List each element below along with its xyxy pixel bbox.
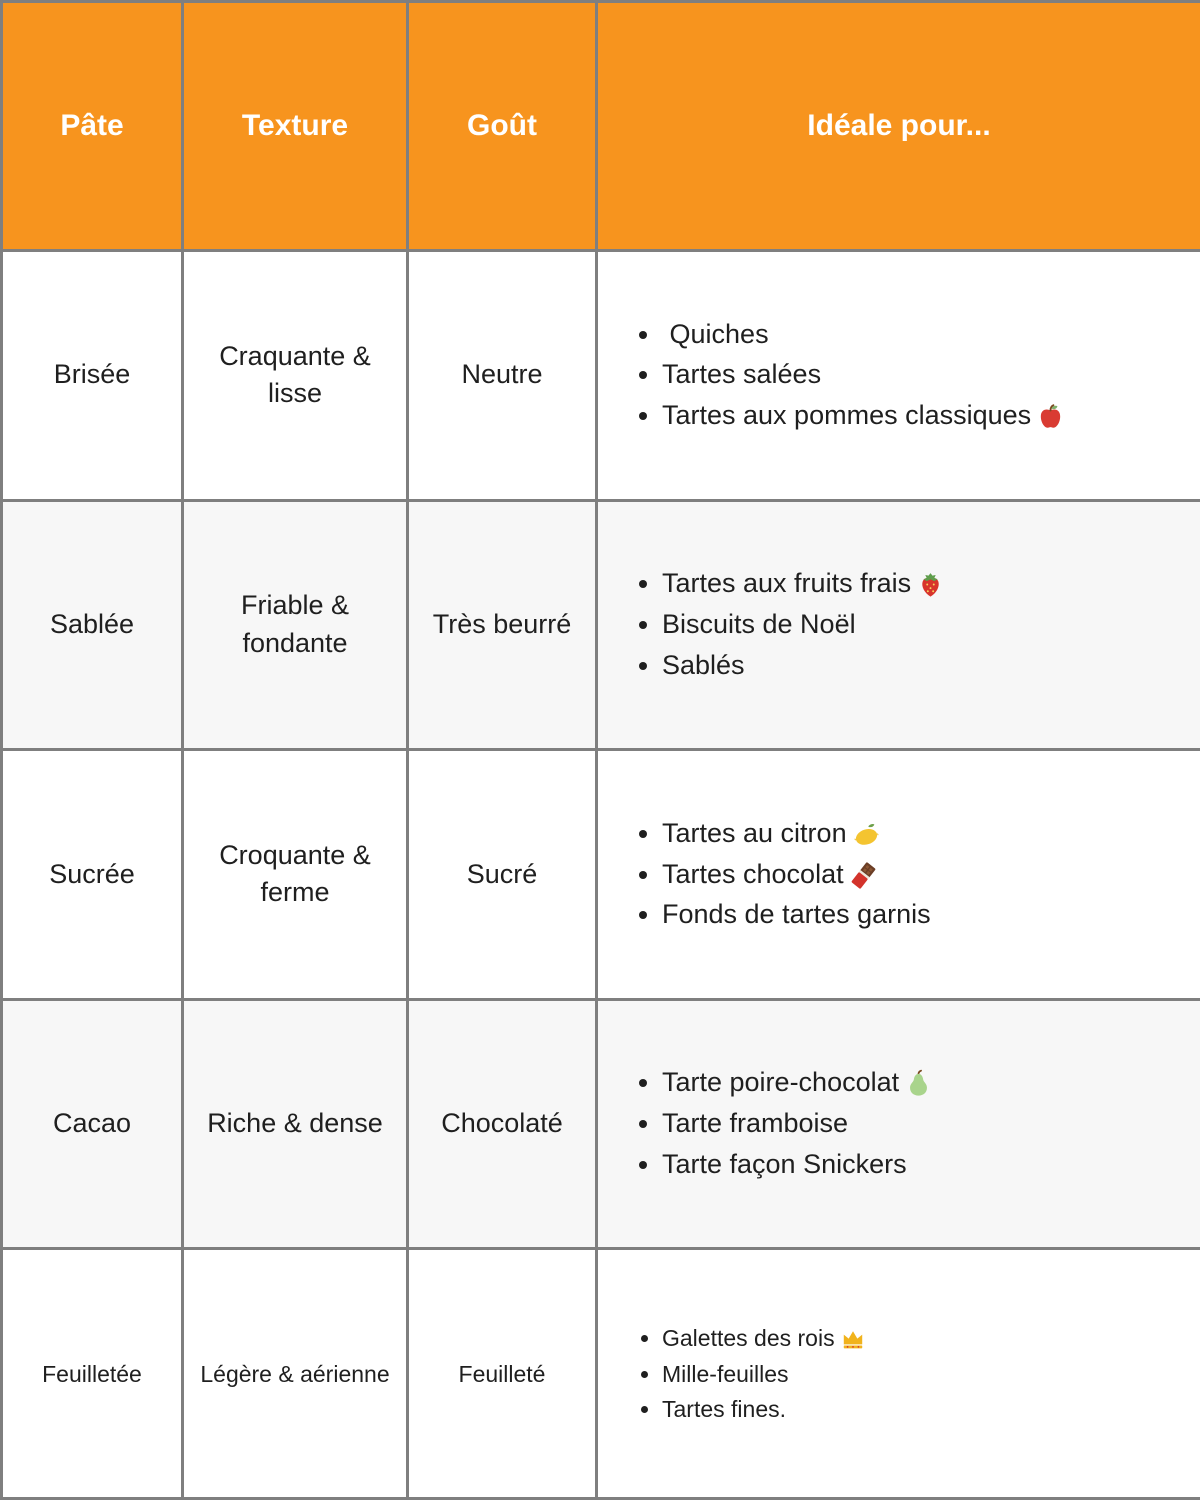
list-item	[662, 856, 1180, 894]
list-item	[662, 1393, 1180, 1425]
list-item-text: Quiches	[662, 318, 769, 349]
list-item	[662, 356, 1180, 394]
header-pate: Pâte	[2, 2, 183, 251]
table-row-cacao	[2, 999, 1200, 1249]
list-item-text: Sablés	[662, 649, 745, 680]
ideale-list	[598, 1064, 1180, 1183]
list-item-text: Tartes au citron	[662, 817, 847, 848]
list-item-text: Tarte façon Snickers	[662, 1148, 907, 1179]
list-item-text: Tartes salées	[662, 359, 822, 390]
list-item-text: Tartes chocolat	[662, 858, 844, 889]
cell-texture: Légère & aérienne	[183, 1249, 408, 1499]
table-row-brisee	[2, 251, 1200, 501]
list-item-text: Tarte poire-chocolat	[662, 1067, 900, 1098]
table-row-sablee	[2, 500, 1200, 750]
cell-ideale-pour	[597, 500, 1200, 750]
list-item-text: Fonds de tartes garnis	[662, 899, 931, 930]
ideale-list	[598, 565, 1180, 684]
cell-texture: Croquante & ferme	[183, 750, 408, 1000]
header-texture: Texture	[183, 2, 408, 251]
cell-gout: Sucré	[408, 750, 597, 1000]
cell-gout: Feuilleté	[408, 1249, 597, 1499]
cell-gout: Très beurré	[408, 500, 597, 750]
list-item	[662, 316, 1180, 354]
list-item	[662, 1105, 1180, 1143]
cell-pate: Brisée	[2, 251, 183, 501]
cell-pate: Sucrée	[2, 750, 183, 1000]
list-item-text: Tartes fines.	[662, 1395, 786, 1422]
cell-texture: Riche & dense	[183, 999, 408, 1249]
table-row-sucree	[2, 750, 1200, 1000]
list-item	[662, 1358, 1180, 1390]
ideale-list	[598, 815, 1180, 934]
cell-ideale-pour	[597, 251, 1200, 501]
chocolate-icon	[849, 861, 878, 890]
header-gout: Goût	[408, 2, 597, 251]
pear-icon	[904, 1069, 933, 1098]
list-item-text: Biscuits de Noël	[662, 608, 856, 639]
header-row	[2, 2, 1200, 251]
cell-ideale-pour	[597, 750, 1200, 1000]
table-row-feuilletee	[2, 1249, 1200, 1499]
list-item	[662, 1146, 1180, 1184]
list-item	[662, 397, 1180, 435]
list-item-text: Tartes aux fruits frais	[662, 568, 912, 599]
cell-pate: Feuilletée	[2, 1249, 183, 1499]
cell-texture: Craquante & lisse	[183, 251, 408, 501]
cell-gout: Neutre	[408, 251, 597, 501]
list-item-text: Galettes des rois	[662, 1325, 835, 1352]
cell-ideale-pour	[597, 1249, 1200, 1499]
cell-pate: Cacao	[2, 999, 183, 1249]
list-item-text: Mille-feuilles	[662, 1360, 789, 1387]
cell-texture: Friable & fondante	[183, 500, 408, 750]
cell-ideale-pour	[597, 999, 1200, 1249]
cell-gout: Chocolaté	[408, 999, 597, 1249]
header-ideale-pour: Idéale pour...	[597, 2, 1200, 251]
list-item-text: Tarte framboise	[662, 1108, 849, 1139]
list-item	[662, 1322, 1180, 1354]
cell-pate: Sablée	[2, 500, 183, 750]
list-item	[662, 606, 1180, 644]
list-item	[662, 815, 1180, 853]
list-item	[662, 647, 1180, 685]
list-item	[662, 1064, 1180, 1102]
ideale-list	[598, 316, 1180, 435]
list-item	[662, 565, 1180, 603]
strawberry-icon	[916, 570, 945, 599]
lemon-icon	[852, 820, 881, 849]
crown-icon	[840, 1326, 866, 1352]
apple-icon	[1036, 402, 1065, 431]
list-item-text: Tartes aux pommes classiques	[662, 400, 1032, 431]
ideale-list	[598, 1322, 1180, 1425]
list-item	[662, 896, 1180, 934]
